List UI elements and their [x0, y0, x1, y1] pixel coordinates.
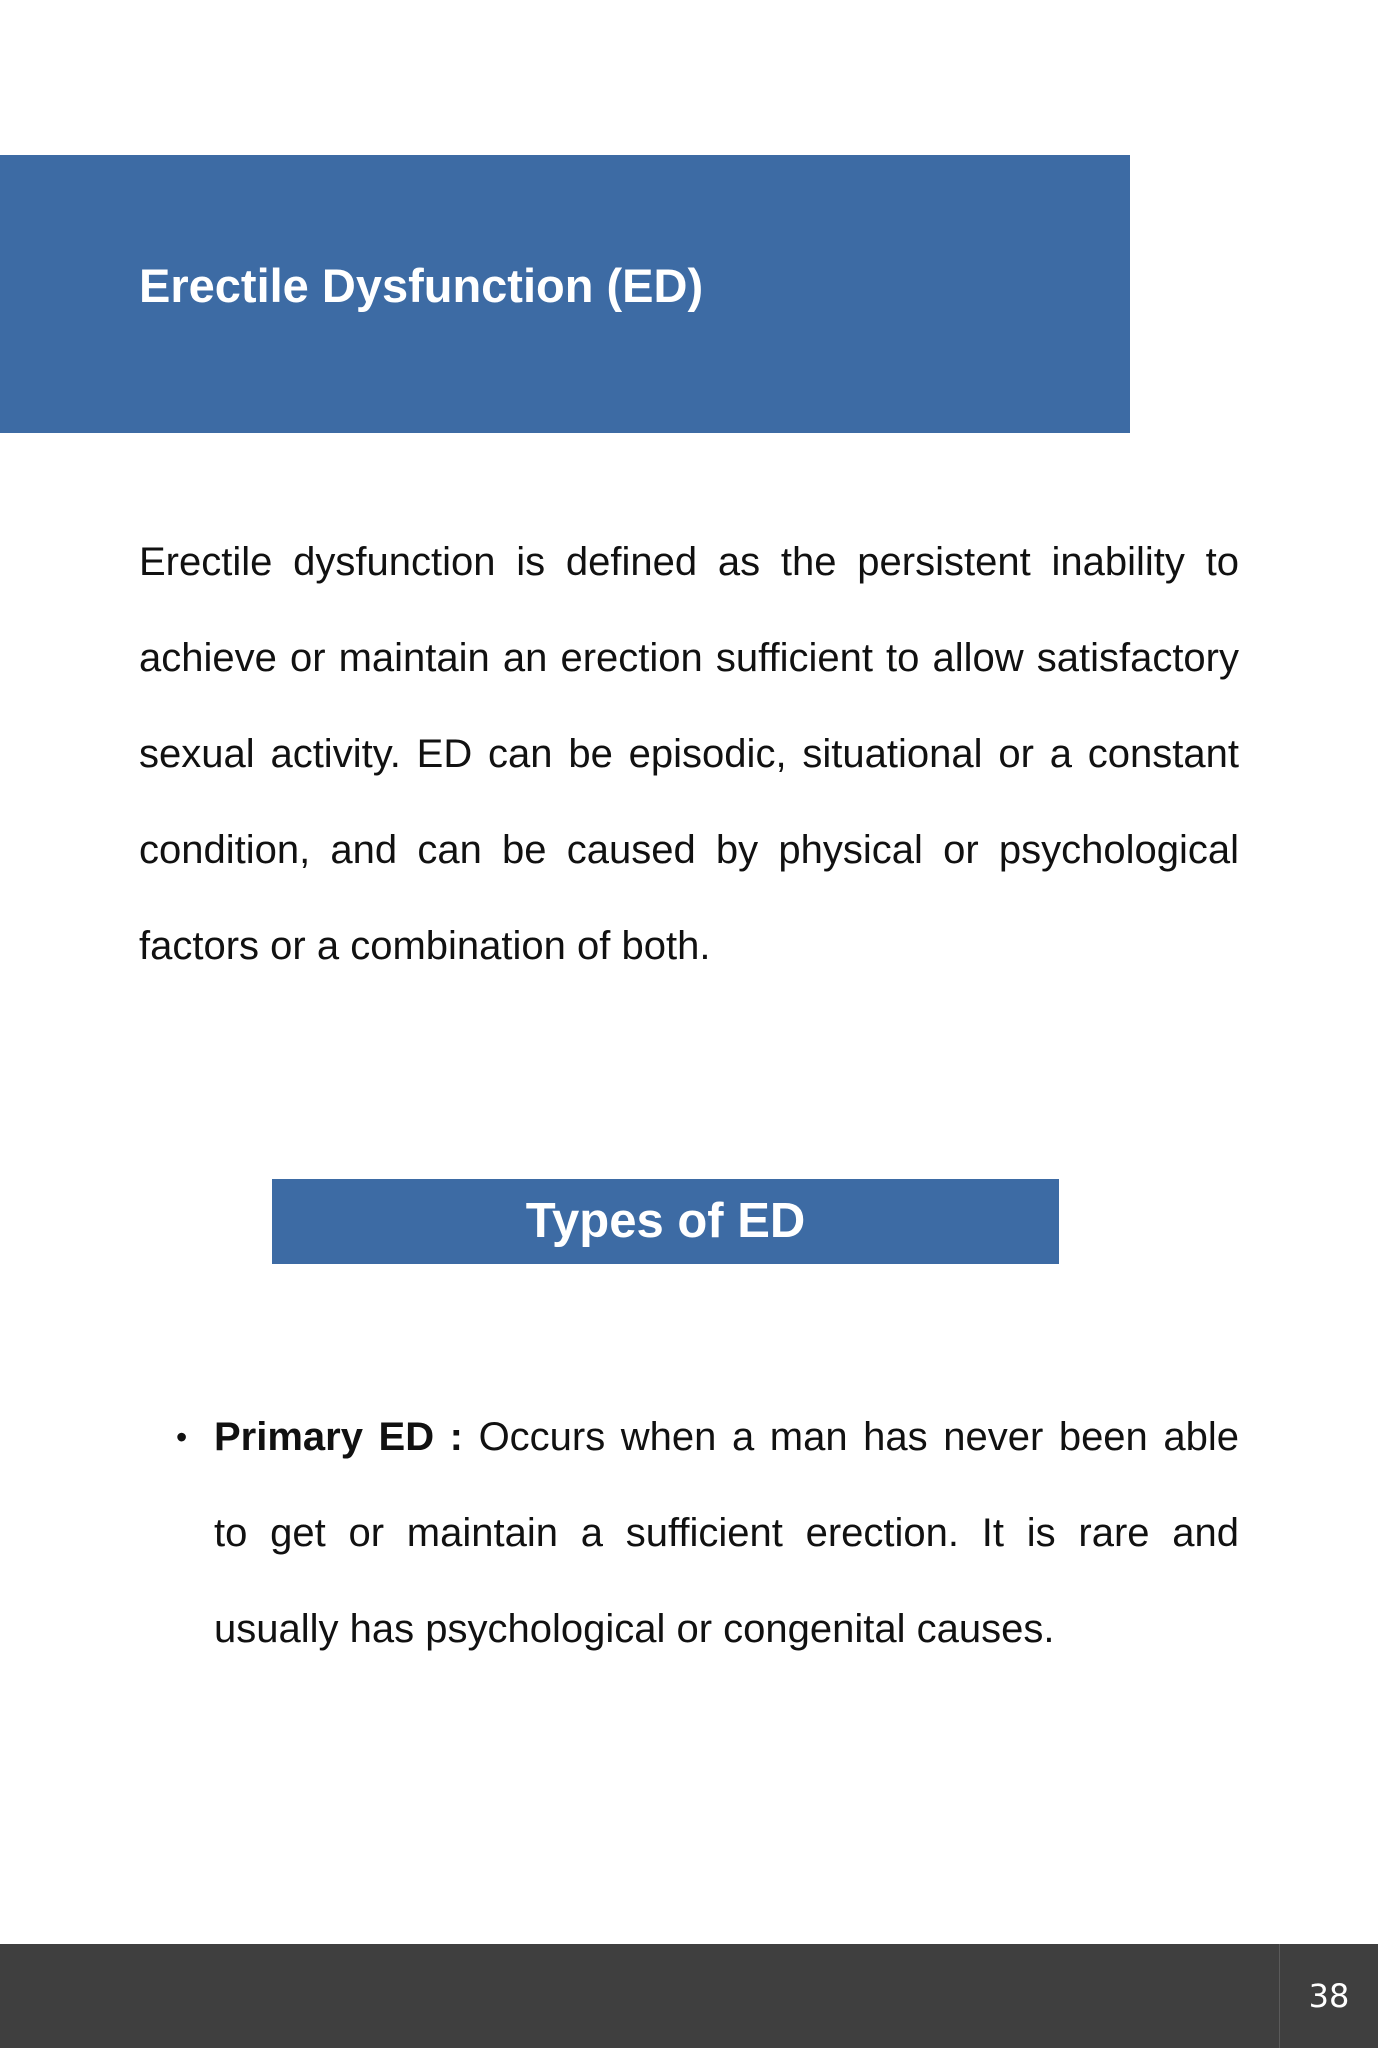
list-item: [176, 1389, 1239, 1677]
item-term: Primary ED :: [214, 1415, 463, 1459]
item-description: Occurs when a man has never been able to get or maintain a sufficient erection. It is rare and usually has psychological or congenital causes.: [214, 1415, 1239, 1651]
page-number: 38: [1308, 1977, 1350, 2015]
intro-paragraph: Erectile dysfunction is defined as the persistent inability to achieve or maintain an erection sufficient to allow satisfactory sexual activity. ED can be episodic, situational or a constant condition, and can be caused by physical or psychological factors or a combination of both.: [139, 540, 1239, 968]
section-banner: [272, 1179, 1059, 1264]
footer-bar: [0, 1944, 1378, 2048]
bullet-icon: •: [176, 1419, 188, 1455]
section-title: Types of ED: [525, 1194, 806, 1248]
page-title: Erectile Dysfunction (ED): [139, 259, 704, 312]
types-list: [176, 1389, 1239, 1677]
